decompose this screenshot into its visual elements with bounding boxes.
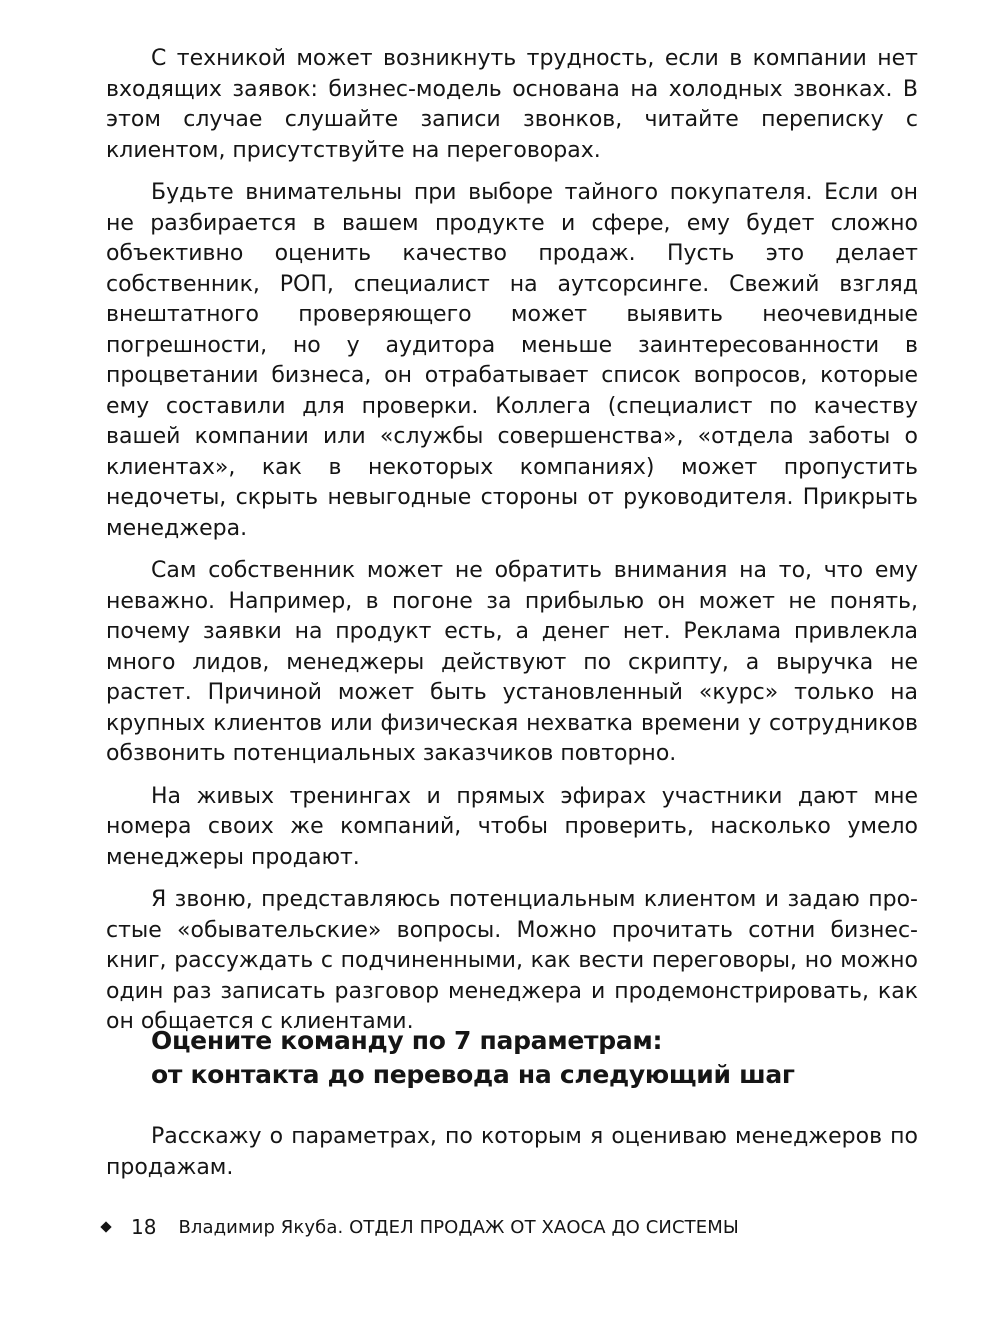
section-heading-line-1: Оцените команду по 7 параметрам: xyxy=(151,1026,663,1055)
closing-paragraph: Расскажу о параметрах, по которым я оцениваю менеджеров по продажам. xyxy=(106,1124,918,1180)
section-heading xyxy=(151,1024,911,1092)
paragraph-5: Я звоню, представляюсь потенциальным клиентом и задаю простые «обывательские» вопросы. Можно прочитать сотни бизнес-книг, рассуждать с подчиненными, как вести переговоры, но можно один раз записать разговор менеджера и продемонстрировать, как он общается с клиентами. xyxy=(106,887,918,1034)
running-title: Владимир Якуба. ОТДЕЛ ПРОДАЖ ОТ ХАОСА ДО СИСТЕМЫ xyxy=(178,1216,739,1238)
paragraph-2: Будьте внимательны при выборе тайного покупателя. Если он не разбирается в вашем продукте и сфере, ему будет сложно объективно оценить качество продаж. Пусть это делает собственник, РОП, специалист на аутсорсинге. Свежий взгляд внештатного проверяющего может выявить неочевидные погрешности, но у аудитора меньше заинтересованности в процветании бизнеса, он отрабатывает список вопросов, которые ему составили для проверки. Коллега (специалист по качеству вашей компании или «службы совершенства», «отдела заботы о клиентах», как в некоторых компаниях) может пропустить недочеты, скрыть невыгодные стороны от руководителя. Прикрыть менеджера. xyxy=(106,180,918,541)
diamond-bullet-icon xyxy=(100,1221,111,1232)
page-number: 18 xyxy=(131,1215,157,1239)
paragraph-1: С техникой может возникнуть трудность, если в компании нет входящих заявок: бизнес-модель основана на холодных звонках. В этом случае слушайте записи звонков, читайте переписку с клиентом, присутствуйте на переговорах. xyxy=(106,46,918,163)
page-footer xyxy=(102,1213,739,1241)
closing-text xyxy=(106,1122,918,1195)
body-text xyxy=(106,44,918,1050)
section-heading-line-2: от контакта до перевода на следующий шаг xyxy=(151,1060,795,1089)
paragraph-3: Сам собственник может не обратить внимания на то, что ему неважно. Например, в погоне за прибылью он может не понять, почему заявки на продукт есть, а денег нет. Реклама привлекла много лидов, менеджеры действуют по скрипту, а выручка не растет. Причиной может быть установленный «курс» только на крупных клиентов или физическая нехватка времени у сотрудников обзвонить потенциальных заказчиков повторно. xyxy=(106,558,918,766)
paragraph-4: На живых тренингах и прямых эфирах участники дают мне номера своих же компаний, чтобы проверить, насколько умело менеджеры продают. xyxy=(106,783,918,870)
